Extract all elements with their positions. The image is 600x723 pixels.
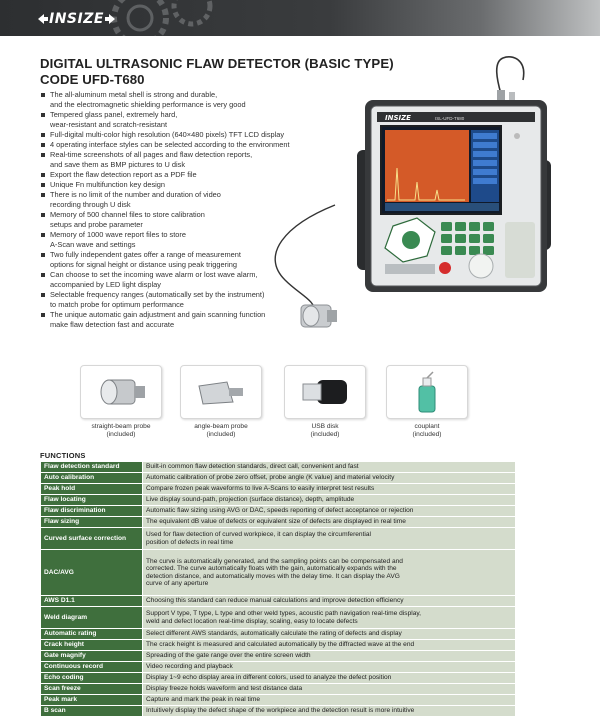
table-row	[41, 596, 516, 607]
feature-line: Full-digital multi-color high resolution (640×480 pixels) TFT LCD display	[50, 130, 285, 139]
function-description-line: Video recording and playback	[146, 663, 233, 671]
table-row	[41, 640, 516, 651]
function-description	[143, 495, 516, 506]
feature-line: The unique automatic gain adjustment and gain scanning function	[50, 310, 266, 319]
function-description	[143, 473, 516, 484]
function-description-line: The crack height is measured and calculated automatically by the diffracted wave at the end	[146, 641, 415, 649]
table-row	[41, 629, 516, 640]
function-description	[143, 550, 516, 596]
function-description-line: Spreading of the gate range over the entire screen width	[146, 652, 311, 660]
feature-line: accompanied by LED light display	[50, 280, 161, 289]
function-name: DAC/AVG	[41, 550, 143, 596]
feature-line: Two fully independent gates offer a range of measurement	[50, 250, 241, 259]
function-name: Flaw locating	[41, 495, 143, 506]
accessory-card	[284, 365, 366, 439]
feature-line: A-Scan wave and settings	[50, 240, 136, 249]
function-name: Crack height	[41, 640, 143, 651]
accessory-note: (included)	[412, 431, 442, 438]
function-description-line: Capture and mark the peak in real time	[146, 696, 260, 704]
function-description	[143, 528, 516, 550]
feature-line: There is no limit of the number and duration of video	[50, 190, 221, 199]
function-description	[143, 506, 516, 517]
table-row	[41, 706, 516, 717]
feature-line: wear-resistant and scratch-resistant	[50, 120, 168, 129]
function-description-line: Built-in common flaw detection standards, direct call, convenient and fast	[146, 463, 359, 471]
function-description-line: Automatic calibration of probe zero offset, probe angle (K value) and material velocity	[146, 474, 395, 482]
function-description-line: detection distance, and automatically moves with the delay time. It can display the AVG	[146, 572, 400, 580]
function-description-line: Compare frozen peak waveforms to live A-Scans to easily interpret test results	[146, 485, 375, 493]
function-description	[143, 596, 516, 607]
feature-line: setups and probe parameter	[50, 220, 143, 229]
function-description	[143, 629, 516, 640]
accessory-note: (included)	[206, 431, 236, 438]
table-row	[41, 651, 516, 662]
function-description-line: corrected. The curve automatically floats with the gain, automatically expands with the	[146, 565, 397, 573]
function-description	[143, 640, 516, 651]
function-description	[143, 484, 516, 495]
feature-line: options for signal height or distance using peak triggering	[50, 260, 237, 269]
angle-beam-probe-image	[180, 365, 262, 419]
brand-logo	[38, 10, 116, 28]
function-name: Flaw discrimination	[41, 506, 143, 517]
couplant-bottle-image	[386, 365, 468, 419]
function-name: AWS D1.1	[41, 596, 143, 607]
function-description	[143, 706, 516, 717]
function-name: Peak hold	[41, 484, 143, 495]
svg-text:INSIZE: INSIZE	[385, 114, 411, 122]
table-row	[41, 484, 516, 495]
usb-disk-image	[284, 365, 366, 419]
function-name: Flaw detection standard	[41, 462, 143, 473]
header-banner	[0, 0, 600, 36]
function-description-line: curve of any aperture	[146, 579, 209, 587]
feature-line: 4 operating interface styles can be selected according to the environment	[50, 140, 290, 149]
feature-line: Export the flaw detection report as a PDF file	[50, 170, 197, 179]
function-name: Automatic rating	[41, 629, 143, 640]
table-row	[41, 473, 516, 484]
table-row	[41, 550, 516, 596]
function-name: Peak mark	[41, 695, 143, 706]
function-name: Continuous record	[41, 662, 143, 673]
function-description-line: The curve is automatically generated, and the sampling points can be compensated and	[146, 557, 403, 565]
logo-arrow-icon	[38, 14, 48, 24]
accessory-name: straight-beam probe	[91, 423, 151, 430]
product-code: CODE UFD-T680	[40, 72, 145, 87]
probe-cable	[275, 205, 335, 312]
accessory-name: USB disk	[311, 423, 339, 430]
flaw-detector-illustration	[265, 50, 585, 340]
function-description	[143, 517, 516, 528]
logo-text: INSIZE	[49, 11, 104, 27]
accessory-card	[386, 365, 468, 439]
feature-line: Tempered glass panel, extremely hard,	[50, 110, 178, 119]
logo-arrow-right-icon	[105, 14, 115, 24]
function-name: B scan	[41, 706, 143, 717]
accessory-card	[80, 365, 162, 439]
function-name: Echo coding	[41, 673, 143, 684]
feature-line: Unique Fn multifunction key design	[50, 180, 166, 189]
function-description-line: Display freeze holds waveform and test distance data	[146, 685, 303, 693]
table-row	[41, 462, 516, 473]
feature-line: make flaw detection fast and accurate	[50, 320, 175, 329]
function-description-line: Live display sound-path, projection (surface distance), depth, amplitude	[146, 496, 355, 504]
feature-line: Memory of 500 channel files to store calibration	[50, 210, 205, 219]
function-description-line: Used for flaw detection of curved workpiece, it can display the circumferential	[146, 531, 372, 539]
function-name: Curved surface correction	[41, 528, 143, 550]
accessory-note: (included)	[106, 431, 136, 438]
function-description-line: Choosing this standard can reduce manual calculations and improve detection efficiency	[146, 597, 404, 605]
function-description	[143, 684, 516, 695]
function-description	[143, 462, 516, 473]
function-description-line: The equivalent dB value of defects or equivalent size of defects are displayed in real time	[146, 518, 406, 526]
accessory-name: angle-beam probe	[194, 423, 248, 430]
function-description	[143, 651, 516, 662]
table-row	[41, 695, 516, 706]
table-row	[41, 528, 516, 550]
function-description-line: Support V type, T type, L type and other weld types, acoustic path navigation real-time display,	[146, 610, 422, 618]
accessory-note: (included)	[310, 431, 340, 438]
straight-beam-probe-image	[80, 365, 162, 419]
table-row	[41, 662, 516, 673]
screen-model-label: ISL-UFD-T680	[435, 116, 465, 121]
function-description-line: position of defects in real time	[146, 538, 234, 546]
feature-line: recording through U disk	[50, 200, 131, 209]
function-name: Flaw sizing	[41, 517, 143, 528]
table-row	[41, 684, 516, 695]
function-description	[143, 673, 516, 684]
product-title: DIGITAL ULTRASONIC FLAW DETECTOR (BASIC TYPE)	[40, 56, 394, 71]
table-row	[41, 517, 516, 528]
feature-line: Real-time screenshots of all pages and flaw detection reports,	[50, 150, 253, 159]
function-name: Weld diagram	[41, 607, 143, 629]
function-name: Scan freeze	[41, 684, 143, 695]
handle-cable	[497, 57, 524, 94]
function-name: Gate magnify	[41, 651, 143, 662]
feature-line: and the electromagnetic shielding performance is very good	[50, 100, 246, 109]
feature-line: The all-aluminum metal shell is strong and durable,	[50, 90, 218, 99]
table-row	[41, 673, 516, 684]
function-name: Auto calibration	[41, 473, 143, 484]
feature-line: Can choose to set the incoming wave alarm or lost wave alarm,	[50, 270, 258, 279]
function-description-line: Intuitively display the defect shape of the workpiece and the detection result is more intuitive	[146, 707, 415, 715]
accessory-name: couplant	[414, 423, 440, 430]
function-description	[143, 695, 516, 706]
function-description-line: Automatic flaw sizing using AVG or DAC, speeds reporting of defect acceptance or rejection	[146, 507, 414, 515]
function-description	[143, 662, 516, 673]
functions-table	[40, 461, 516, 717]
gear-decoration-icon	[100, 0, 220, 36]
feature-line: to match probe for optimum performance	[50, 300, 184, 309]
feature-line: Selectable frequency ranges (automatically set by the instrument)	[50, 290, 265, 299]
table-row	[41, 495, 516, 506]
functions-heading: FUNCTIONS	[40, 451, 86, 460]
table-row	[41, 506, 516, 517]
table-row	[41, 607, 516, 629]
feature-line: and save them as BMP pictures to U disk	[50, 160, 186, 169]
probe-head	[301, 305, 337, 327]
function-description-line: Display 1~9 echo display area in different colors, used to analyze the defect position	[146, 674, 392, 682]
function-description	[143, 607, 516, 629]
function-description-line: weld and defect location real-time display, scaling, easy to locate defects	[146, 617, 358, 625]
feature-line: Memory of 1000 wave report files to store	[50, 230, 186, 239]
function-description-line: Select different AWS standards, automatically calculate the rating of defects and display	[146, 630, 402, 638]
accessory-card	[180, 365, 262, 439]
